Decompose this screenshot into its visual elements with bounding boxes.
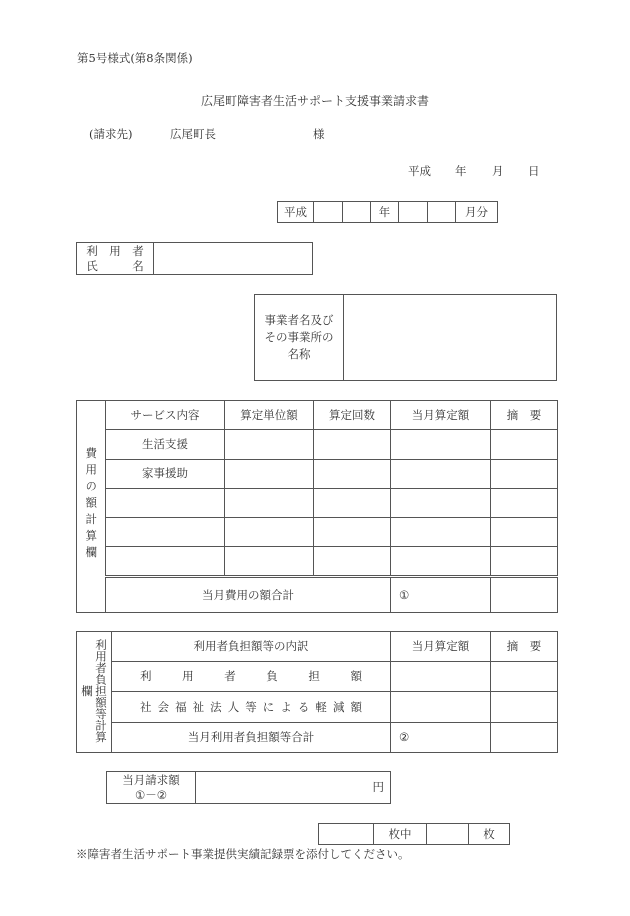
header-note: 摘 要: [491, 632, 558, 662]
addressee-honorific: 様: [313, 127, 325, 141]
billing-label-line1: 当月請求額: [122, 772, 180, 787]
period-year-label: 年: [371, 202, 399, 223]
amount-cell[interactable]: [391, 518, 491, 547]
count-cell[interactable]: [314, 488, 391, 517]
cost-calculation-table: [76, 400, 558, 613]
table-row: [77, 692, 558, 723]
sheet-unit-label: 枚: [469, 824, 510, 845]
date-era: 平成: [408, 164, 431, 178]
header-monthly-amount: 当月算定額: [391, 632, 491, 662]
sheet-of-label: 枚中: [374, 824, 427, 845]
sheet-number-field[interactable]: [427, 824, 469, 845]
cost-total-amount[interactable]: ①: [391, 576, 491, 612]
burden-total-note[interactable]: [491, 723, 558, 753]
count-cell[interactable]: [314, 459, 391, 488]
amount-cell[interactable]: [391, 459, 491, 488]
period-year-digit-1[interactable]: [314, 202, 343, 223]
period-year-digit-2[interactable]: [343, 202, 371, 223]
cost-total-row: [77, 576, 558, 612]
billing-period-box: [277, 201, 498, 223]
table-row: [77, 547, 558, 576]
user-name-box: [76, 242, 313, 275]
table-row: [77, 662, 558, 692]
period-month-label: 月分: [456, 202, 498, 223]
service-cell[interactable]: [106, 488, 225, 517]
note-cell[interactable]: [491, 662, 558, 692]
count-cell[interactable]: [314, 518, 391, 547]
period-month-digit-1[interactable]: [399, 202, 428, 223]
provider-box: [254, 294, 557, 381]
header-service: サービス内容: [106, 401, 225, 430]
amount-cell[interactable]: [391, 488, 491, 517]
date-year: 年: [455, 164, 467, 178]
count-cell[interactable]: [314, 547, 391, 576]
note-cell[interactable]: [491, 430, 558, 459]
amount-cell[interactable]: [391, 662, 491, 692]
note-cell[interactable]: [491, 518, 558, 547]
table-row: [77, 459, 558, 488]
service-cell[interactable]: [106, 518, 225, 547]
burden-label-cell: 利用者負担額: [112, 662, 391, 692]
burden-side-label: 利用者負担額等計算欄: [77, 632, 112, 753]
note-cell[interactable]: [491, 488, 558, 517]
footnote: ※障害者生活サポート事業提供実績記録票を添付してください。: [76, 847, 410, 861]
header-count: 算定回数: [314, 401, 391, 430]
unit-cell[interactable]: [225, 459, 314, 488]
user-label-line2: 氏 名: [86, 258, 144, 273]
yen-unit: 円: [372, 780, 384, 795]
cost-total-note[interactable]: [491, 576, 558, 612]
count-cell[interactable]: [314, 430, 391, 459]
burden-label-cell: 社会福祉法人等による軽減額: [112, 692, 391, 723]
note-cell[interactable]: [491, 547, 558, 576]
page-title: 広尾町障害者生活サポート支援事業請求書: [201, 94, 430, 108]
note-cell[interactable]: [491, 459, 558, 488]
period-month-digit-2[interactable]: [428, 202, 456, 223]
sheet-current-field[interactable]: [319, 824, 374, 845]
addressee-name: 広尾町長: [170, 127, 216, 141]
burden-total-row: [77, 723, 558, 753]
unit-cell[interactable]: [225, 488, 314, 517]
amount-cell[interactable]: [391, 692, 491, 723]
amount-cell[interactable]: [391, 430, 491, 459]
period-era-label: 平成: [278, 202, 314, 223]
header-unit-amount: 算定単位額: [225, 401, 314, 430]
billing-amount-label: [107, 772, 196, 804]
burden-total-amount[interactable]: ②: [391, 723, 491, 753]
billing-amount-box: [106, 771, 391, 804]
date-day: 日: [528, 164, 540, 178]
provider-name-field[interactable]: [344, 295, 557, 381]
unit-cell[interactable]: [225, 430, 314, 459]
service-cell: 家事援助: [106, 459, 225, 488]
unit-cell[interactable]: [225, 547, 314, 576]
user-label-line1: 利 用 者: [86, 243, 144, 258]
note-cell[interactable]: [491, 692, 558, 723]
form-number: 第5号様式(第8条関係): [77, 51, 193, 65]
amount-cell[interactable]: [391, 547, 491, 576]
unit-cell[interactable]: [225, 518, 314, 547]
billing-label-line2: ①－②: [134, 787, 168, 802]
service-cell[interactable]: [106, 547, 225, 576]
header-burden-breakdown: 利用者負担額等の内訳: [112, 632, 391, 662]
header-note: 摘 要: [491, 401, 558, 430]
date-month: 月: [492, 164, 504, 178]
burden-calculation-table: [76, 631, 558, 753]
table-row: [77, 518, 558, 547]
addressee-prefix: (請求先): [89, 127, 133, 141]
table-row: [77, 488, 558, 517]
header-monthly-amount: 当月算定額: [391, 401, 491, 430]
user-name-field[interactable]: [154, 243, 313, 275]
cost-total-label: 当月費用の額合計: [106, 576, 391, 612]
provider-label: 事業者名及びその事業所の名称: [255, 295, 344, 381]
service-cell: 生活支援: [106, 430, 225, 459]
burden-total-label: 当月利用者負担額等合計: [112, 723, 391, 753]
table-row: [77, 430, 558, 459]
user-name-label: [77, 243, 154, 275]
sheet-count-box: [318, 823, 510, 845]
cost-side-label: 費用の額計算欄: [77, 401, 106, 613]
billing-amount-field[interactable]: [196, 772, 391, 804]
